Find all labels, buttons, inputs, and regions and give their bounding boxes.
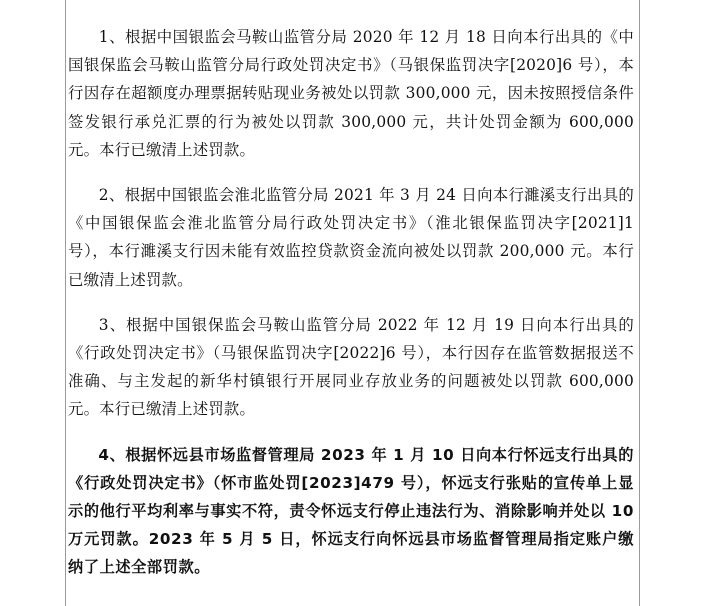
paragraph-3: 3、根据中国银保监会马鞍山监管分局 2022 年 12 月 19 日向本行出具的《行政处罚决定书》（马银保监罚决字[2022]6 号），本行因存在监管数据报送不准确、与主发起的新华村镇银行开展同业存放业务的问题被处以罚款 600,000 元。本行已缴清上述罚款。 xyxy=(68,315,634,419)
paragraph-1: 1、根据中国银监会马鞍山监管分局 2020 年 12 月 18 日向本行出具的《中国银保监会马鞍山监管分局行政处罚决定书》（马银保监罚决字[2020]6 号），本行因存在超额度办理票据转贴现业务被处以罚款 300,000 元，因未按照授信条件签发银行承兑汇票的行为被处以罚款 300,000 元，共计处罚金额为 600,000 元。本行已缴清上述罚款。 xyxy=(68,28,634,159)
paragraph-4: 4、根据怀远县市场监督管理局 2023 年 1 月 10 日向本行怀远支行出具的《行政处罚决定书》（怀市监处罚[2023]479 号），怀远支行张贴的宣传单上显示的他行平均利率与事实不符，责令怀远支行停止违法行为、消除影响并处以 10 万元罚款。2023 年 5 月 5 日，怀远支行向怀远县市场监督管理局指定账户缴纳了上述全部罚款。 xyxy=(68,445,634,577)
paragraph-2: 2、根据中国银监会淮北监管分局 2021 年 3 月 24 日向本行濉溪支行出具的《中国银保监会淮北监管分局行政处罚决定书》（淮北银保监罚决字[2021]1 号），本行濉溪支行因未能有效监控贷款资金流向被处以罚款 200,000 元。本行已缴清上述罚款。 xyxy=(68,186,634,289)
left-margin-rule xyxy=(65,0,66,606)
right-margin-rule xyxy=(639,0,640,606)
document-body xyxy=(68,23,634,599)
